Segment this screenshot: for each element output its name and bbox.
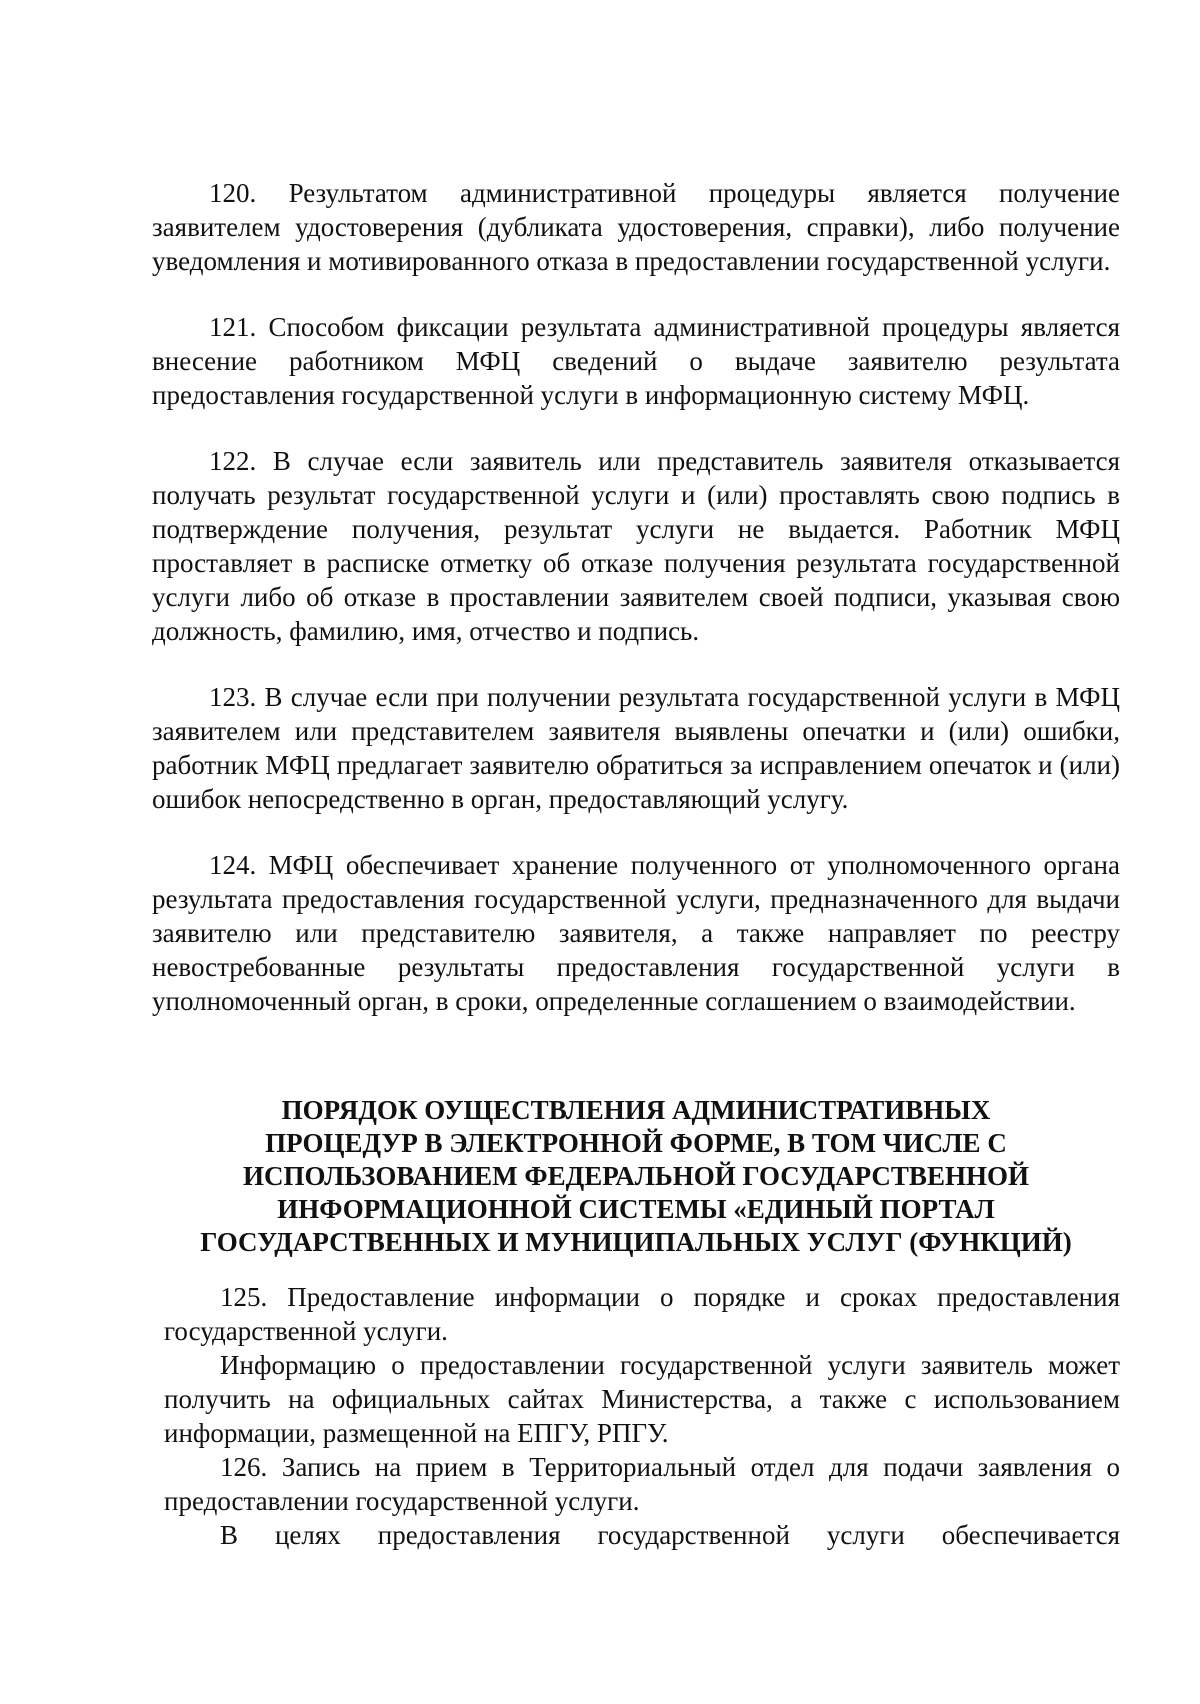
paragraph-121: 121. Способом фиксации результата административной процедуры является внесение работником МФЦ сведений о выдаче заявителю результата предоставления государственной услуги в информационную систему МФЦ. (152, 312, 1120, 410)
paragraph-125: 125. Предоставление информации о порядке и сроках предоставления государственной услуги. (164, 1282, 1120, 1346)
heading-line: ИСПОЛЬЗОВАНИЕМ ФЕДЕРАЛЬНОЙ ГОСУДАРСТВЕННОЙ (243, 1161, 1029, 1191)
paragraph-gap (152, 412, 1120, 444)
paragraph-126-continued: В целях предоставления государственной услуги обеспечивается (220, 1520, 1120, 1550)
paragraph-122: 122. В случае если заявитель или представитель заявителя отказывается получать результат государственной услуги и (или) проставлять свою подпись в подтверждение получения, результат услуги не выдается. Работник МФЦ проставляет в расписке отметку об отказе получения результата государственной услуги либо об отказе в проставлении заявителем своей подписи, указывая свою должность, фамилию, имя, отчество и подпись. (152, 446, 1120, 646)
paragraph-gap (152, 816, 1120, 848)
paragraph-124: 124. МФЦ обеспечивает хранение полученного от уполномоченного органа результата предоставления государственной услуги, предназначенного для выдачи заявителю или представителю заявителя, а также направляет по реестру невостребованные результаты предоставления государственной услуги в уполномоченный орган, в сроки, определенные соглашением о взаимодействии. (152, 850, 1120, 1016)
heading-line: ГОСУДАРСТВЕННЫХ И МУНИЦИПАЛЬНЫХ УСЛУГ (ФУНКЦИЙ) (200, 1227, 1072, 1257)
heading-line: ИНФОРМАЦИОННОЙ СИСТЕМЫ «ЕДИНЫЙ ПОРТАЛ (277, 1194, 995, 1224)
paragraph-gap (152, 648, 1120, 680)
paragraph-125-info: Информацию о предоставлении государственной услуги заявитель может получить на официальных сайтах Министерства, а также с использованием информации, размещенной на ЕПГУ, РПГУ. (164, 1350, 1120, 1448)
paragraph-126: 126. Запись на прием в Территориальный отдел для подачи заявления о предоставлении государственной услуги. (164, 1452, 1120, 1516)
heading-line: ПОРЯДОК ОУЩЕСТВЛЕНИЯ АДМИНИСТРАТИВНЫХ (281, 1095, 991, 1125)
section-heading (152, 1094, 1120, 1259)
paragraph-123: 123. В случае если при получении результата государственной услуги в МФЦ заявителем или представителем заявителя выявлены опечатки и (или) ошибки, работник МФЦ предлагает заявителю обратиться за исправлением опечаток и (или) ошибок непосредственно в орган, предоставляющий услугу. (152, 682, 1120, 814)
paragraph-gap (152, 278, 1120, 310)
heading-line: ПРОЦЕДУР В ЭЛЕКТРОННОЙ ФОРМЕ, В ТОМ ЧИСЛЕ С (265, 1128, 1007, 1158)
bottom-paragraphs (164, 1280, 1120, 1552)
top-paragraphs (152, 176, 1120, 1018)
paragraph-120: 120. Результатом административной процедуры является получение заявителем удостоверения (дубликата удостоверения, справки), либо получение уведомления и мотивированного отказа в предоставлении государственной услуги. (152, 178, 1120, 276)
